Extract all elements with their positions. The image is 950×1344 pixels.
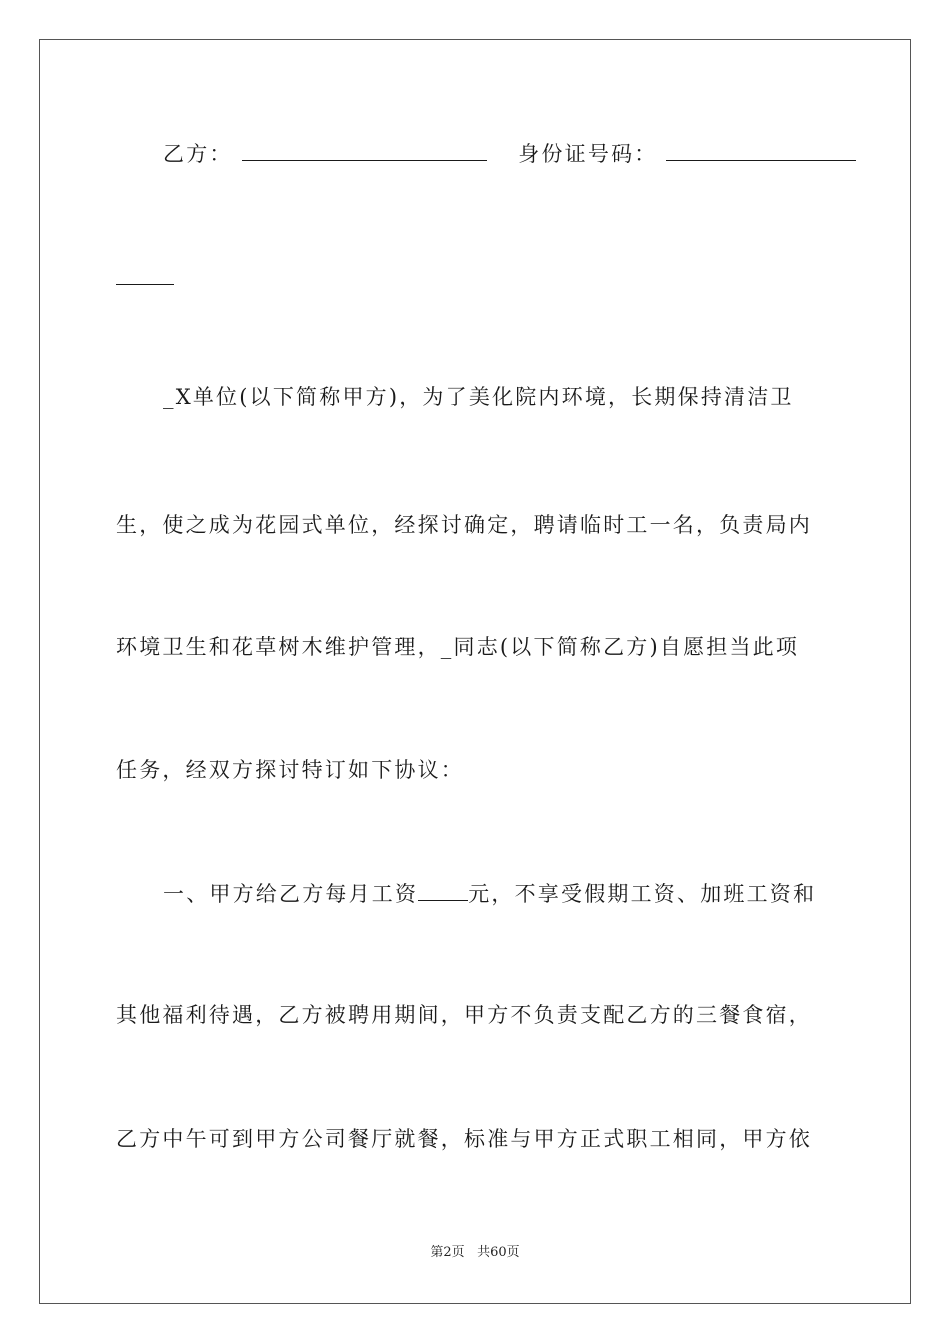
party-b-blank: [242, 138, 487, 161]
blank-continuation: [116, 262, 174, 285]
paragraph-line: 其他福利待遇，乙方被聘用期间，甲方不负责支配乙方的三餐食宿，: [116, 1003, 812, 1027]
paragraph-line: 任务，经双方探讨特订如下协议：: [116, 758, 464, 782]
salary-blank: [418, 878, 468, 901]
clause-one-text-rest: 元，不享受假期工资、加班工资和: [468, 882, 817, 906]
paragraph-line: _X单位(以下简称甲方)，为了美化院内环境，长期保持清洁卫: [163, 385, 794, 409]
page-total: 共60页: [477, 1245, 520, 1260]
clause-one-text: 一、甲方给乙方每月工资: [163, 882, 419, 906]
party-b-line: [163, 138, 836, 169]
paragraph-line: 生，使之成为花园式单位，经探讨确定，聘请临时工一名，负责局内: [116, 513, 812, 537]
id-number-blank-continued: [116, 262, 836, 293]
page-number: 第2页: [430, 1245, 465, 1260]
id-number-label: 身份证号码：: [518, 142, 658, 166]
paragraph-line: 环境卫生和花草树木维护管理，_同志(以下简称乙方)自愿担当此项: [116, 635, 800, 659]
id-number-blank: [666, 138, 856, 161]
page-footer: [0, 1245, 950, 1261]
paragraph-line: 乙方中午可到甲方公司餐厅就餐，标准与甲方正式职工相同，甲方依: [116, 1127, 812, 1151]
clause-one-line: [163, 878, 836, 909]
party-b-label: 乙方：: [163, 142, 233, 166]
page-border: [39, 39, 911, 1304]
